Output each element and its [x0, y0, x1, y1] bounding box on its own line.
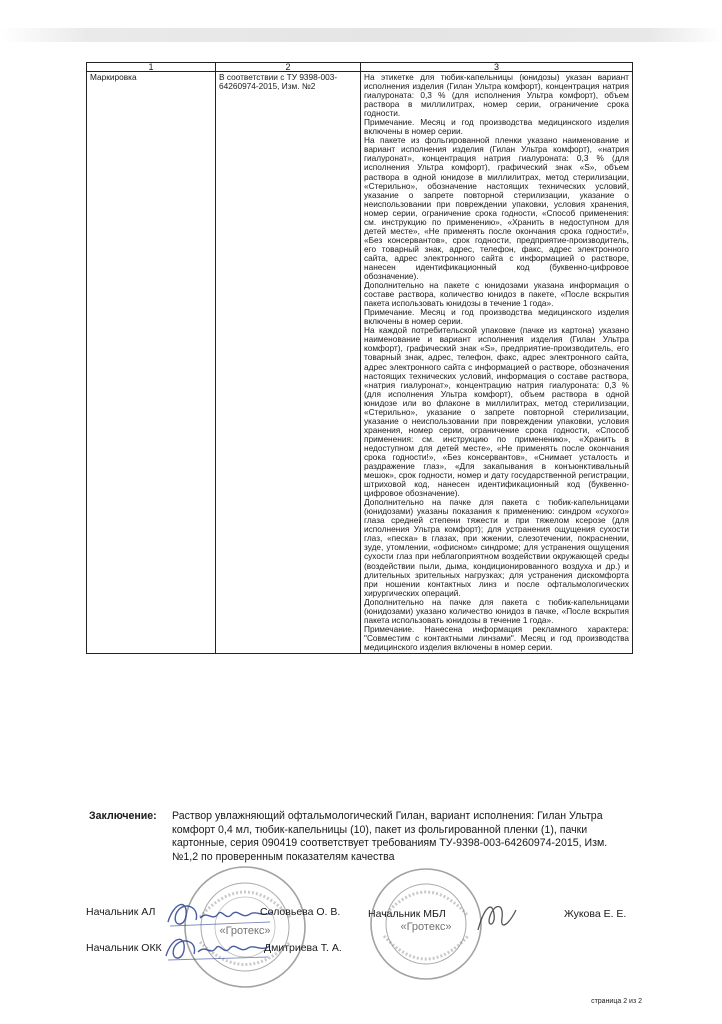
result-paragraph: Дополнительно на пачке для пакета с тюбик-капельницами (юнидозами) указано количество юнидоз в пачке, «После вскрытия пакета использовать юнидозы в течение 1 года».	[364, 596, 629, 625]
signature-line-right	[368, 908, 627, 920]
signature-line-left-top	[86, 906, 341, 918]
table-row	[87, 72, 633, 654]
result-paragraph: Дополнительно на пачке для пакета с тюбик-капельницами (юнидозами) указаны показания к применению: синдром «сухого» глаза средней степени тяжести и при тяжелом ксерозе (для исполнения Ультра комфорт); для устранения ощущения сухости глаз, «песка» в глазах, при жжении, слезотечении, покраснении, зуде, утомлении, «офисном» синдроме; для устранения ощущения сухости глаз при неблагоприятном воздействии окружающей среды (воздействии пыли, дыма, кондиционированного воздуха и др.) и длительных зрительных нагрузках; для устранения дискомфорта при ношении контактных линз и после офтальмологических хирургических операций.	[364, 497, 629, 598]
result-paragraph: Примечание. Месяц и год производства медицинского изделия включены в номер серии.	[364, 307, 629, 327]
conclusion-label: Заключение:	[89, 810, 157, 822]
table-header-row	[87, 63, 633, 72]
stamp-center-text: «Гротекс»	[219, 925, 271, 937]
signatory-name: Дмитриева Т. А.	[264, 942, 342, 954]
signatory-title: Начальник МБЛ	[368, 908, 446, 920]
column-header-2: 2	[216, 63, 361, 72]
result-paragraph: Примечание. Нанесена информация рекламного характера: "Совместим с контактными линзами". Месяц и год производства медицинского изделия включены в номер серии.	[364, 623, 629, 652]
row-title-cell: Маркировка	[87, 72, 216, 654]
scan-edge-mark	[0, 28, 722, 42]
marking-table	[86, 62, 633, 654]
round-stamp-right	[366, 864, 486, 984]
result-cell	[361, 72, 633, 654]
result-paragraph: Примечание. Месяц и год производства медицинского изделия включены в номер серии.	[364, 117, 629, 137]
requirement-cell: В соответствии с ТУ 9398-003-64260974-2015, Изм. №2	[216, 72, 361, 654]
stamp-center-text: «Гротекс»	[400, 921, 452, 933]
signatory-title: Начальник АЛ	[86, 906, 156, 918]
result-paragraph: На каждой потребительской упаковке (пачке из картона) указано наименование и вариант исполнения изделия (Гилан Ультра комфорт), графический знак «S», предприятие-производитель, его товарный знак, адрес, телефон, факс, адрес электронного сайта, адрес электронного сайта с информацией о растворе, обозначения настоящих технических условий, информация о составе раствора, «натрия гиалуронат», концентрацию натрия гиалуроната: 0,3 % (для исполнения Ультра комфорт), объем раствора в одной юнидозе или во флаконе в миллилитрах, метод стерилизации, «Стерильно», указание о запрете повторной стерилизации, указание о неиспользовании при повреждении упаковки, условия хранения, номер серии, ограничение срока годности, «Способ применения: см. инструкцию по применению», «Хранить в недоступном для детей месте», «Не применять после окончания срока годности!», «Без консервантов», «Снимает усталость и раздражение глаз», «Для закапывания в конъюнктивальный мешок», срок годности, номер и дату государственной регистрации, штриховой код, нанесен идентификационный код (буквенно-цифровое обозначение).	[364, 325, 629, 499]
signature-line-left-bottom	[86, 942, 342, 954]
signatory-name: Жукова Е. Е.	[564, 908, 627, 920]
result-paragraph: На пакете из фольгированной пленки указано наименование и вариант исполнения изделия (Гилан Ультра комфорт), «натрия гиалуронат», концентрация натрия гиалуроната: 0,3 % (для исполнения Ультра комфорт), графический знак «S», объем раствора в одной юнидозе в миллилитрах, метод стерилизации, «Стерильно», обозначение настоящих технических условий, указание о запрете повторной стерилизации, указание о неиспользовании при повреждении упаковки, условия хранения, номер серии, ограничение срока годности, «Способ применения: см. инструкцию по применению», «Хранить в недоступном для детей месте», «Не применять после окончания срока годности!», «Без консервантов», срок годности, предприятие-производитель, его товарный знак, адрес, телефон, факс, адрес электронного сайта, адрес электронного сайта с информацией о растворе, нанесен идентификационный код (буквенно-цифровое обозначение).	[364, 135, 629, 282]
signature-dmitrieva	[156, 926, 276, 970]
result-paragraph: На этикетке для тюбик-капельницы (юнидозы) указан вариант исполнения изделия (Гилан Ультра комфорт), концентрация натрия гиалуроната: 0,3 % (для исполнения Ультра комфорт), объем раствора в миллилитрах, номер серии, ограничение срока годности.	[364, 72, 629, 119]
page-number: страница 2 из 2	[591, 998, 642, 1005]
conclusion-block	[89, 810, 629, 864]
column-header-3: 3	[361, 63, 633, 72]
signature-zhukova	[474, 896, 520, 938]
signatory-title: Начальник ОКК	[86, 942, 162, 954]
conclusion-text: Раствор увлажняющий офтальмологический Гилан, вариант исполнения: Гилан Ультра комфорт 0,4 мл, тюбик-капельницы (10), пакет из фольгированной пленки (1), пачки картонные, серия 090419 соответствует требованиям ТУ-9398-003-64260974-2015, Изм. №1,2 по проверенным показателям качества	[172, 810, 608, 863]
column-header-1: 1	[87, 63, 216, 72]
signatory-name: Соловьева О. В.	[260, 906, 341, 918]
result-paragraph: Дополнительно на пакете с юнидозами указана информация о составе раствора, количество юнидоз в пакете, «После вскрытия пакета использовать юнидозы в течение 1 года».	[364, 280, 629, 309]
